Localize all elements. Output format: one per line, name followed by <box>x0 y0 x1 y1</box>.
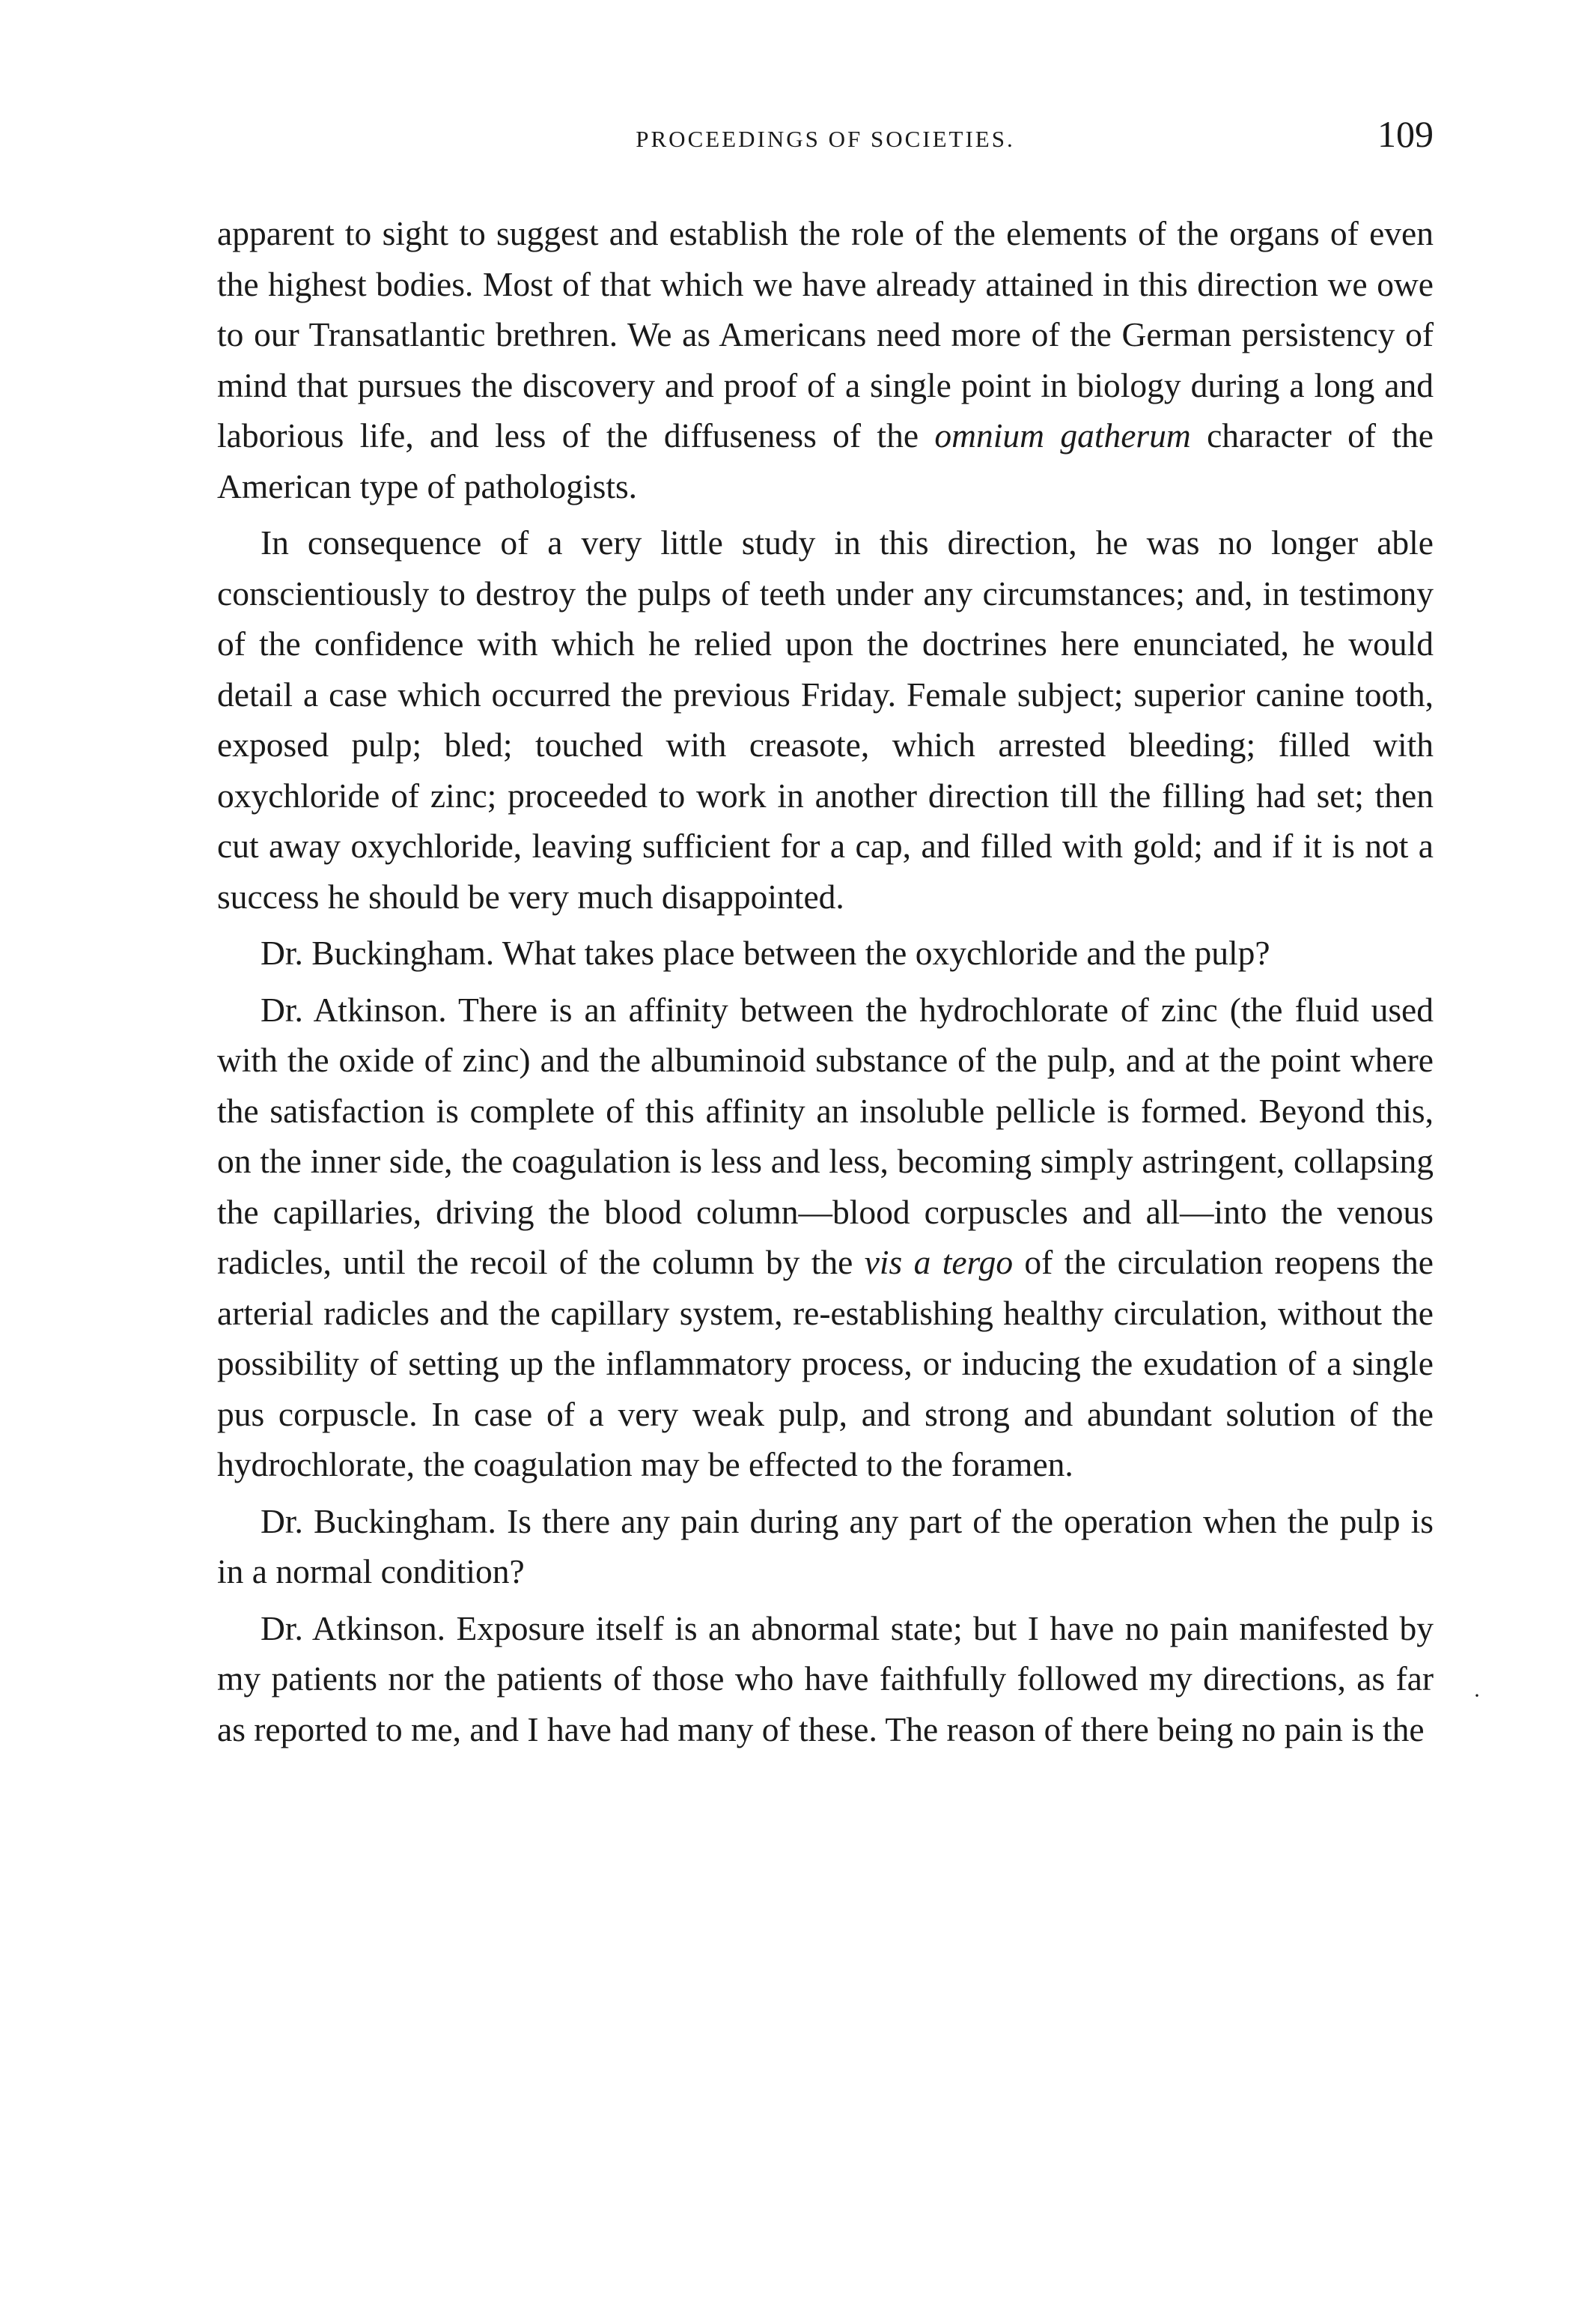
paragraph-5 <box>217 1496 1434 1597</box>
paragraph-text: In consequence of a very little study in this direction, he was no longer able conscientiously to destroy the pulps of teeth under any circumstances; and, in testimony of the confidence with which he relied upon the doctrines here enunciated, he would detail a case which occurred the previous Friday. Female subject; superior canine tooth, exposed pulp; bled; touched with creasote, which arrested bleeding; filled with oxychloride of zinc; proceeded to work in another direction till the filling had set; then cut away oxychloride, leaving sufficient for a cap, and filled with gold; and if it is not a success he should be very much disappointed. <box>217 523 1434 916</box>
paragraph-text: Exposure itself is an abnormal state; but I have no pain manifested by my patients nor the patients of those who have faithfully followed my directions, as far as reported to me, and I have had many of these. The reason of there being no pain is the <box>217 1608 1434 1748</box>
page-number: 109 <box>1377 113 1434 155</box>
paragraph-2 <box>217 517 1434 922</box>
paragraph-text: There is an affinity between the hydrochlorate of zinc (the fluid used with the oxide of zinc) and the albuminoid substance of the pulp, and at the point where the satisfaction is complete of this affinity an insoluble pellicle is formed. Beyond this, on the inner side, the coagulation is less and less, becoming simply astringent, collapsing the capillaries, driving the blood column—blood corpuscles and all—into the venous radicles, until the recoil of the column by the <box>217 990 1434 1281</box>
paragraph-text-continued: character of the American type of pathologists. <box>217 416 1434 505</box>
speaker-name: Dr. Atkinson. <box>261 990 447 1029</box>
paragraph-3 <box>217 928 1434 979</box>
paragraph-6 <box>217 1603 1434 1755</box>
running-head: PROCEEDINGS OF SOCIETIES. <box>636 126 1015 152</box>
paragraph-text: Is there any pain during any part of the operation when the pulp is in a normal condition? <box>217 1501 1434 1590</box>
paragraph-text: apparent to sight to suggest and establish the role of the elements of the organs of even the highest bodies. Most of that which we have already attained in this direction we owe to our Transatlantic brethren. We as Americans need more of the German persistency of mind that pursues the discovery and proof of a single point in biology during a long and laborious life, and less of the diffuseness of the <box>217 214 1434 455</box>
speaker-name: Dr. Atkinson. <box>261 1608 446 1647</box>
page-header <box>217 112 1434 172</box>
body-text <box>217 208 1434 1754</box>
stray-mark: · <box>1473 1683 1481 1708</box>
speaker-name: Dr. Buckingham. <box>261 934 495 972</box>
italic-phrase: vis a tergo <box>864 1243 1014 1281</box>
paragraph-text-continued: of the circulation reopens the arterial radicles and the capillary system, re-establishing healthy circulation, without the possibility of setting up the inflammatory process, or inducing the exudation of a single pus corpuscle. In case of a very weak pulp, and strong and abundant solution of the hydrochlorate, the coagulation may be effected to the foramen. <box>217 1243 1434 1483</box>
paragraph-1 <box>217 208 1434 511</box>
speaker-name: Dr. Buckingham. <box>261 1501 496 1540</box>
paragraph-4 <box>217 985 1434 1490</box>
italic-phrase: omnium gatherum <box>934 416 1191 455</box>
paragraph-text: What takes place between the oxychloride and the pulp? <box>494 934 1270 972</box>
